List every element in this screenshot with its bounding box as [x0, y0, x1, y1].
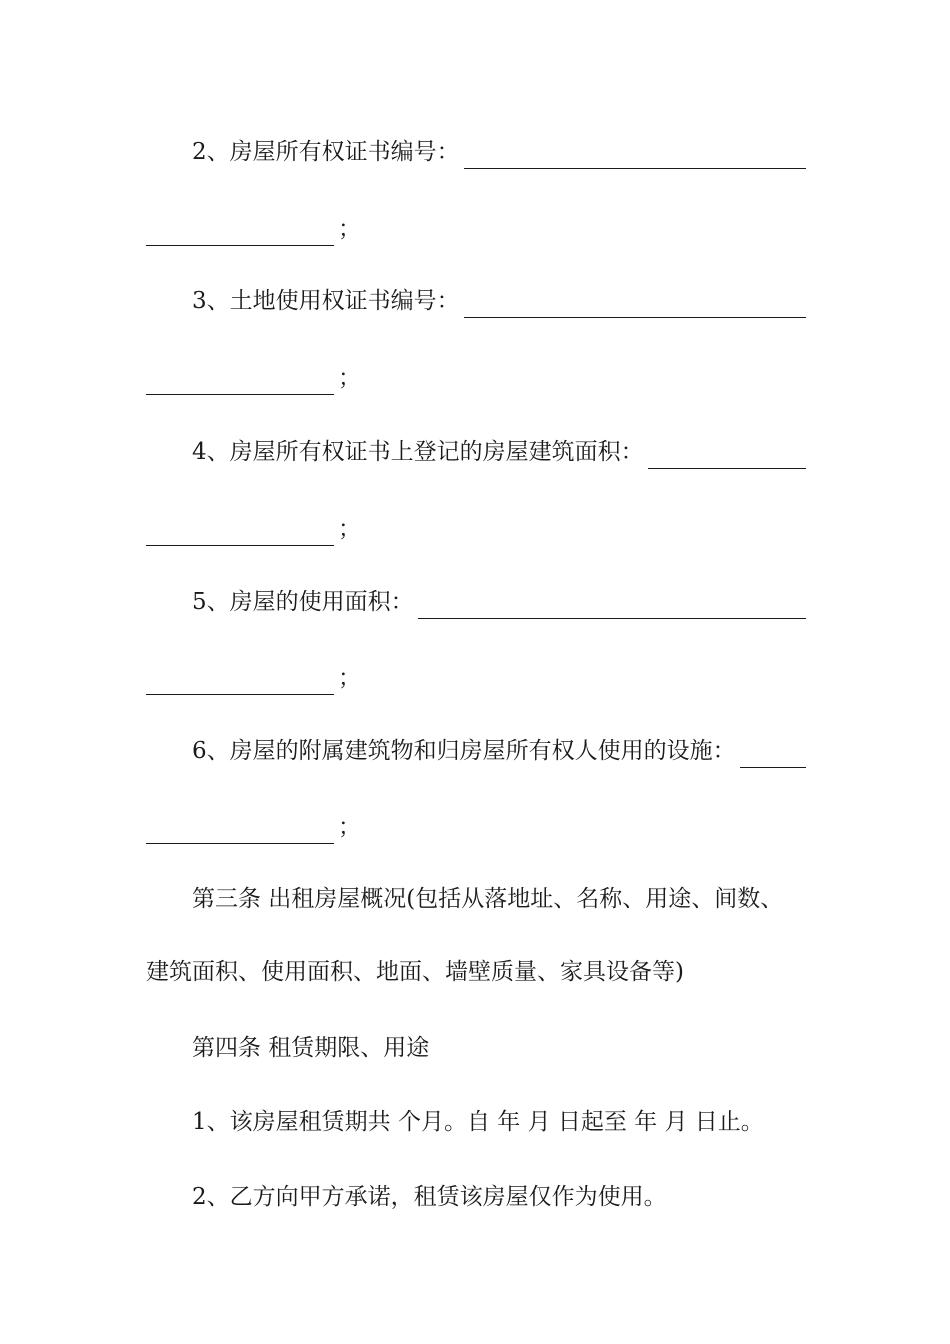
fill-blank-continuation[interactable] [146, 668, 334, 695]
item-continuation [146, 361, 806, 395]
item-label: 6、房屋的附属建筑物和归房屋所有权人使用的设施： [192, 738, 736, 764]
article-4-clause-1: 1、该房屋租赁期共 个月。自 年 月 日起至 年 月 日止。 [192, 1109, 764, 1135]
article-3-line-2: 建筑面积、使用面积、地面、墙壁质量、家具设备等) [146, 959, 684, 985]
fill-blank[interactable] [464, 291, 806, 318]
item-end: ； [338, 665, 361, 691]
item-end: ； [338, 516, 361, 542]
item-continuation [146, 810, 806, 844]
item-usable-area [192, 585, 806, 619]
fill-blank[interactable] [648, 442, 806, 469]
item-building-area [192, 435, 806, 469]
item-end: ； [338, 365, 361, 391]
fill-blank-continuation[interactable] [146, 219, 334, 246]
fill-blank[interactable] [464, 142, 806, 169]
item-certificate-number [192, 135, 806, 169]
article-4-heading: 第四条 租赁期限、用途 [192, 1035, 430, 1061]
article-3-line-1: 第三条 出租房屋概况(包括从落地址、名称、用途、间数、 [192, 886, 784, 912]
item-continuation [146, 512, 806, 546]
fill-blank[interactable] [740, 741, 806, 768]
item-land-certificate-number [192, 284, 806, 318]
item-ancillary-facilities [192, 734, 806, 768]
article-4-clause-2: 2、乙方向甲方承诺，租赁该房屋仅作为使用。 [192, 1184, 667, 1210]
fill-blank-continuation[interactable] [146, 519, 334, 546]
fill-blank-continuation[interactable] [146, 817, 334, 844]
item-label: 2、房屋所有权证书编号： [192, 139, 460, 165]
item-label: 3、土地使用权证书编号： [192, 288, 460, 314]
item-label: 4、房屋所有权证书上登记的房屋建筑面积： [192, 439, 644, 465]
item-end: ； [338, 814, 361, 840]
fill-blank-continuation[interactable] [146, 368, 334, 395]
item-continuation [146, 212, 806, 246]
item-continuation [146, 661, 806, 695]
fill-blank[interactable] [418, 592, 806, 619]
item-label: 5、房屋的使用面积： [192, 589, 414, 615]
item-end: ； [338, 216, 361, 242]
